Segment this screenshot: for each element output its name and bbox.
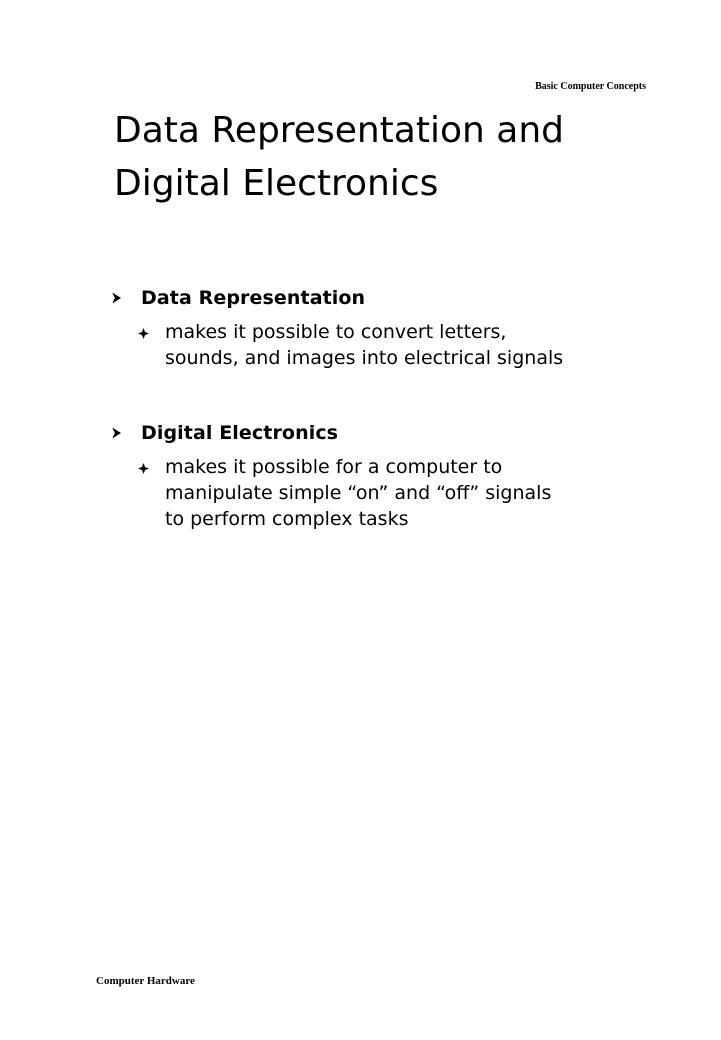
section-heading: Data Representation: [141, 287, 366, 309]
section-digital-electronics: [110, 418, 670, 532]
list-item: [110, 454, 670, 532]
list-item-line: makes it possible for a computer to: [165, 456, 503, 478]
list-item: [110, 319, 670, 371]
diamond-bullet-icon: [138, 463, 149, 474]
page-header: Basic Computer Concepts: [535, 81, 646, 92]
section-data-representation: [110, 283, 670, 371]
page-footer: Computer Hardware: [96, 975, 195, 987]
section-heading-row: [110, 418, 670, 448]
arrow-bullet-icon: [111, 427, 123, 439]
list-item-line: to perform complex tasks: [165, 508, 409, 530]
list-item-text: [165, 319, 635, 371]
diamond-bullet-icon: [138, 328, 149, 339]
slide-title: [114, 104, 674, 210]
list-item-line: manipulate simple “on” and “off” signals: [165, 482, 552, 504]
section-heading-row: [110, 283, 670, 313]
list-item-text: [165, 454, 635, 532]
section-heading: Digital Electronics: [141, 422, 339, 444]
list-item-line: sounds, and images into electrical signals: [165, 347, 564, 369]
arrow-bullet-icon: [111, 292, 123, 304]
list-item-line: makes it possible to convert letters,: [165, 321, 507, 343]
title-line-1: Data Representation and: [114, 110, 564, 151]
title-line-2: Digital Electronics: [114, 163, 439, 204]
